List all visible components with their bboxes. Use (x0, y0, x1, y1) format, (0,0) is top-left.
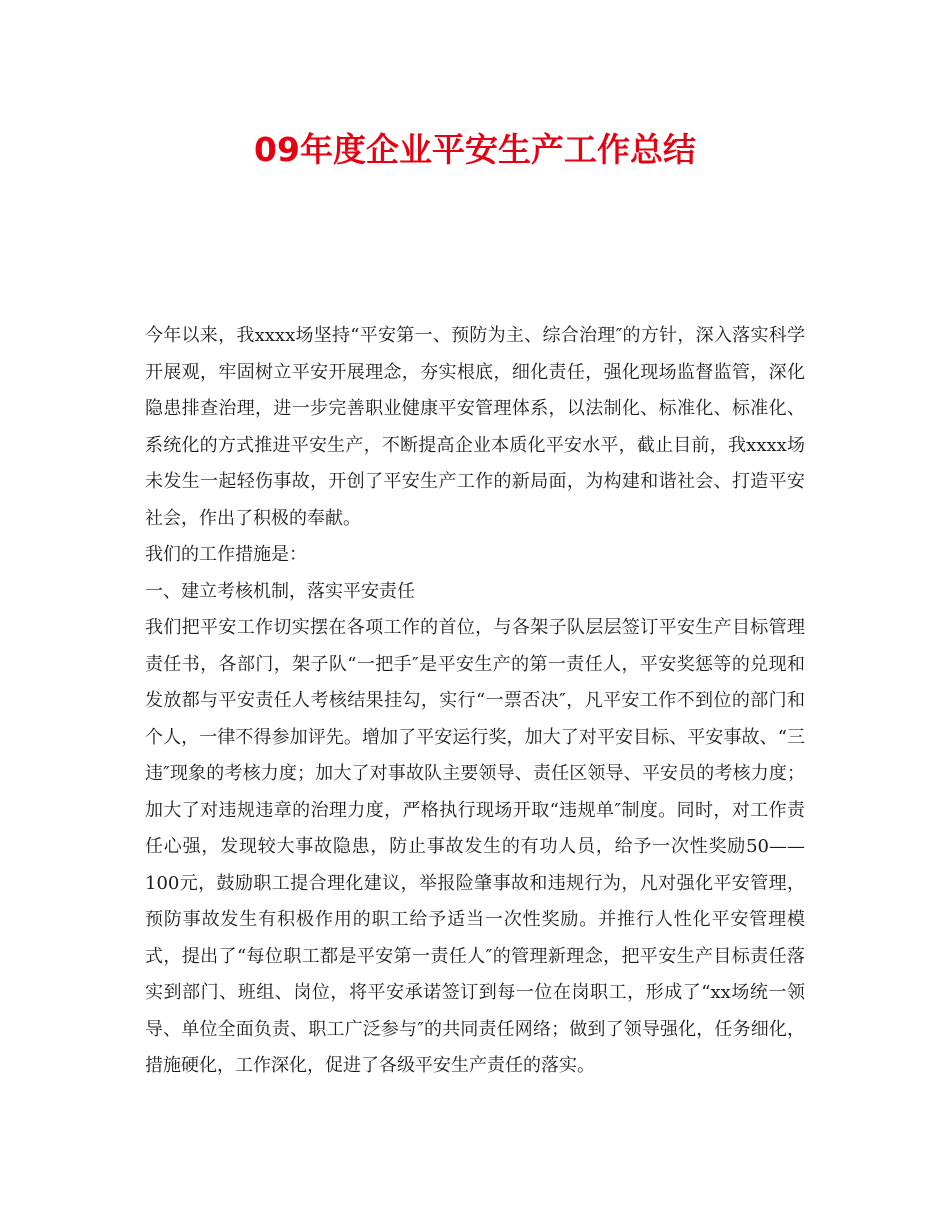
section-heading-1: 一、建立考核机制，落实平安责任 (145, 580, 415, 602)
paragraph-intro: 今年以来，我xxxx场坚持“平安第一、预防为主、综合治理″的方针，深入落实科学开展观，牢固树立平安开展理念，夯实根底，细化责任，强化现场监督监管，深化隐患排查治理，进一步完善职业健康平安管理体系，以法制化、标准化、标准化、系统化的方式推进平安生产，不断提高企业本质化平安水平，截止目前，我xxxx场未发生一起轻伤事故，开创了平安生产工作的新局面，为构建和谐社会、打造平安社会，作出了积极的奉献。 (145, 325, 805, 529)
paragraph-measures-heading: 我们的工作措施是： (145, 544, 307, 565)
document-title: 09年度企业平安生产工作总结 (254, 130, 696, 169)
paragraph-section-1: 我们把平安工作切实摆在各项工作的首位，与各架子队层层签订平安生产目标管理责任书，各部门，架子队“一把手″是平安生产的第一责任人，平安奖惩等的兑现和发放都与平安责任人考核结果挂勾，实行“一票否决″，凡平安工作不到位的部门和个人，一律不得参加评先。增加了平安运行奖，加大了对平安目标、平安事故、“三违″现象的考核力度；加大了对事故队主要领导、责任区领导、平安员的考核力度；加大了对违规违章的治理力度，严格执行现场开取“违规单″制度。同时，对工作责任心强，发现较大事故隐患，防止事故发生的有功人员，给予一次性奖励50——100元，鼓励职工提合理化建议，举报险肇事故和违规行为，凡对强化平安管理，预防事故发生有积极作用的职工给予适当一次性奖励。并推行人性化平安管理模式，提出了“每位职工都是平安第一责任人″的管理新理念，把平安生产目标责任落实到部门、班组、岗位，将平安承诺签订到每一位在岗职工，形成了“xx场统一领导、单位全面负责、职工广泛参与″的共同责任网络；做到了领导强化，任务细化，措施硬化，工作深化，促进了各级平安生产责任的落实。 (145, 617, 805, 1076)
document-body (145, 318, 805, 1085)
